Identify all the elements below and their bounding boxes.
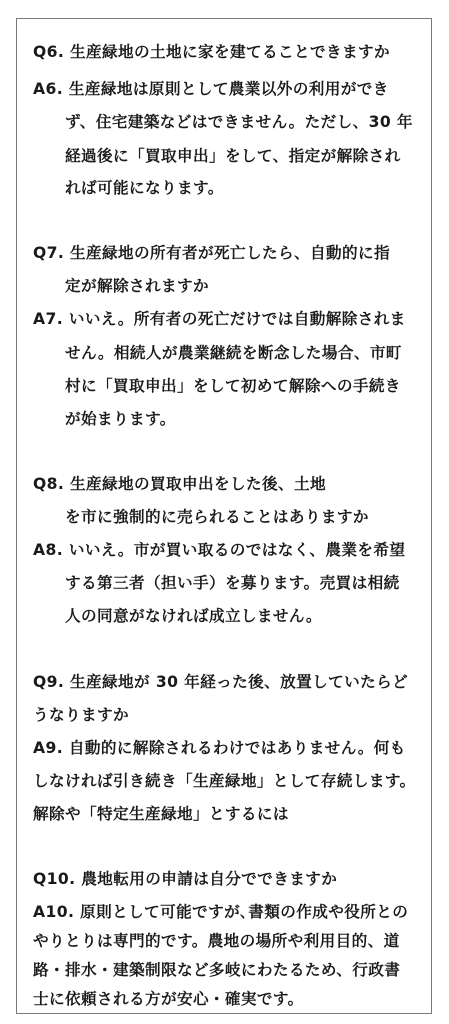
faq-question-7: Q7. 生産緑地の所有者が死亡したら、自動的に指 bbox=[33, 244, 390, 262]
faq-answer-9-line: しなければ引き続き「生産緑地」として存続します。 bbox=[33, 772, 416, 790]
faq-question-7-line: 定が解除されますか bbox=[65, 277, 209, 295]
faq-answer-7-line: せん。相続人が農業継続を断念した場合、市町 bbox=[65, 344, 402, 362]
faq-question-9-line: うなりますか bbox=[33, 706, 129, 724]
faq-answer-7: A7. いいえ。所有者の死亡だけでは自動解除されま bbox=[33, 310, 406, 328]
faq-question-8-line: を市に強制的に売られることはありますか bbox=[65, 508, 369, 526]
faq-answer-6-line: れば可能になります。 bbox=[65, 179, 224, 197]
faq-question-8: Q8. 生産緑地の買取申出をした後、土地 bbox=[33, 475, 326, 493]
faq-answer-6: A6. 生産緑地は原則として農業以外の利用ができ bbox=[33, 80, 389, 98]
faq-answer-7-line: 村に「買取申出」をして初めて解除への手続き bbox=[65, 377, 401, 395]
faq-answer-7-line: が始まります。 bbox=[65, 410, 176, 428]
faq-question-9: Q9. 生産緑地が 30 年経った後、放置していたらど bbox=[33, 673, 409, 691]
faq-answer-6-line: 経過後に「買取申出」をして、指定が解除され bbox=[65, 147, 401, 165]
faq-answer-10-line: 士に依頼される方が安心・確実です。 bbox=[33, 990, 304, 1008]
faq-answer-10-line: やりとりは専門的です。農地の場所や利用目的、道 bbox=[33, 932, 400, 950]
faq-answer-8-line: する第三者（担い手）を募ります。売買は相続 bbox=[65, 574, 400, 592]
faq-answer-9: A9. 自動的に解除されるわけではありません。何も bbox=[33, 739, 406, 757]
faq-question-6: Q6. 生産緑地の土地に家を建てることできますか bbox=[33, 43, 390, 61]
faq-answer-8: A8. いいえ。市が買い取るのではなく、農業を希望 bbox=[33, 541, 406, 559]
faq-answer-9-line: 解除や「特定生産緑地」とするには bbox=[33, 805, 289, 823]
faq-answer-10-line: 路・排水・建築制限など多岐にわたるため、行政書 bbox=[33, 961, 401, 979]
faq-answer-6-line: ず、住宅建築などはできません。ただし、30 年 bbox=[65, 113, 413, 131]
faq-answer-10: A10. 原則として可能ですが､書類の作成や役所との bbox=[33, 903, 409, 921]
faq-question-10: Q10. 農地転用の申請は自分でできますか bbox=[33, 870, 338, 888]
faq-answer-8-line: 人の同意がなければ成立しません。 bbox=[65, 607, 322, 625]
